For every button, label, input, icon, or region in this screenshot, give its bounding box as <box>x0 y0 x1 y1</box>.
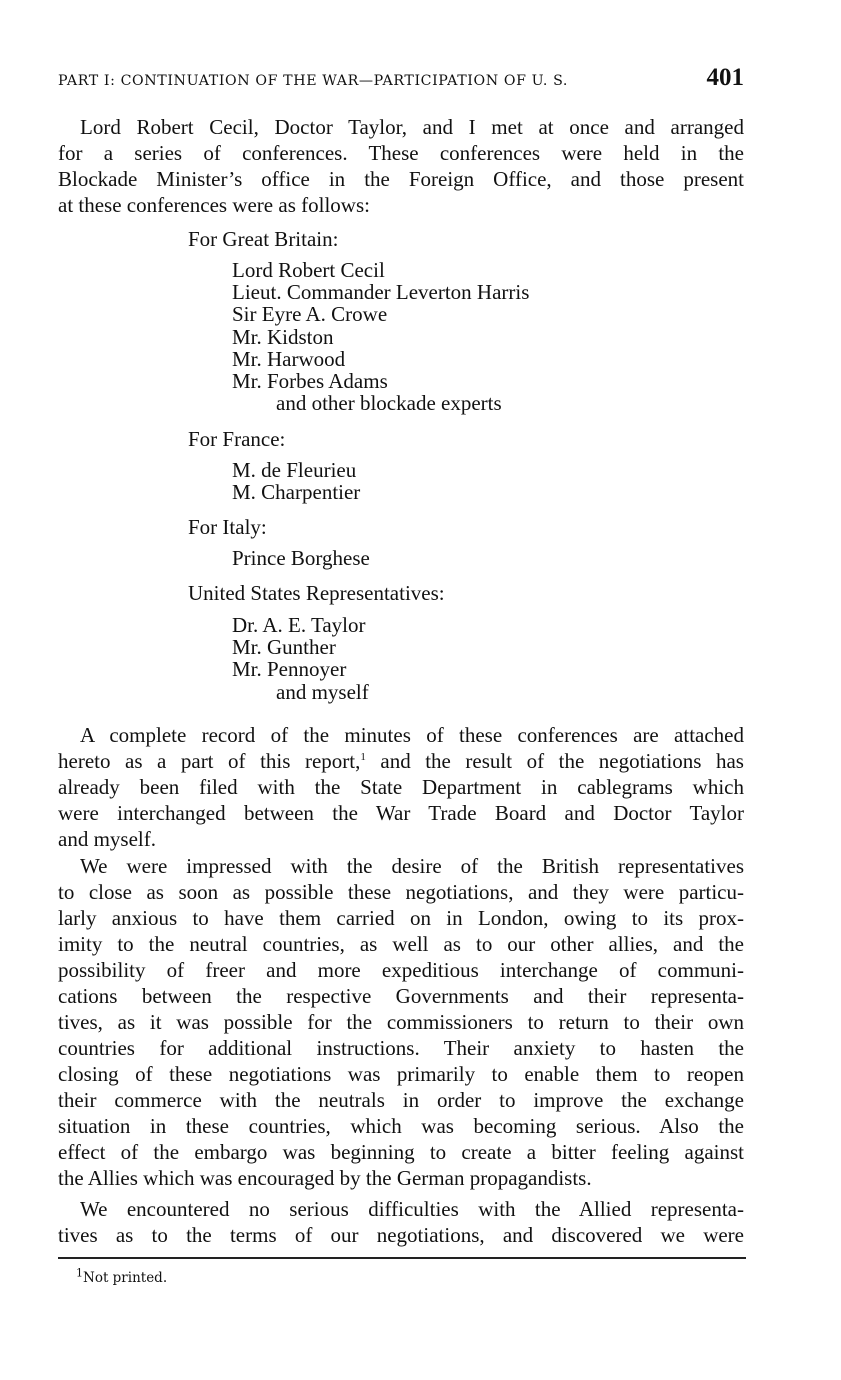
text-line: their commerce with the neutrals in order to improve the exchange <box>58 1088 744 1112</box>
text-line <box>58 748 744 774</box>
list-item: Prince Borghese <box>232 546 370 570</box>
text-line: were interchanged between the War Trade Board and Doctor Taylor <box>58 801 744 825</box>
text-line: and myself. <box>58 827 156 851</box>
list-item: Mr. Gunther <box>232 635 336 660</box>
header-title: PART I: CONTINUATION OF THE WAR—PARTICIPATION OF U. S. <box>58 73 569 89</box>
text-line: larly anxious to have them carried on in London, owing to its prox- <box>58 906 744 930</box>
text-line: A complete record of the minutes of these conferences are attached <box>80 723 744 747</box>
text-line: We encountered no serious difficulties with the Allied representa- <box>80 1197 744 1221</box>
record-paragraph <box>58 722 744 852</box>
text-line: imity to the neutral countries, as well as to our other allies, and the <box>58 932 744 956</box>
list-italy <box>232 547 370 569</box>
list-item: Dr. A. E. Taylor <box>232 613 366 637</box>
text-line: closing of these negotiations was primarily to enable them to reopen <box>58 1062 744 1086</box>
list-item: M. de Fleurieu <box>232 458 357 482</box>
page-number: 401 <box>706 64 744 91</box>
text-line: cations between the respective Governments and their representa- <box>58 984 744 1008</box>
footnote-text: Not printed. <box>83 1270 168 1286</box>
text-line: possibility of freer and more expeditious interchange of communi- <box>58 958 744 982</box>
text-line: tives as to the terms of our negotiations, and discovered we were <box>58 1223 744 1247</box>
text-line: Blockade Minister’s office in the Foreign Office, and those present <box>58 167 744 191</box>
text-line: Lord Robert Cecil, Doctor Taylor, and I met at once and arranged <box>80 115 744 139</box>
text-line: We were impressed with the desire of the British representatives <box>80 854 744 878</box>
heading-great-britain: For Great Britain: <box>188 227 339 251</box>
text-fragment: and the result of the negotiations has <box>365 749 744 773</box>
heading-italy: For Italy: <box>188 515 267 539</box>
footnote-reference: 1 <box>360 751 366 763</box>
list-item: Mr. Kidston <box>232 324 334 349</box>
text-line: situation in these countries, which was becoming serious. Also the <box>58 1114 744 1138</box>
text-line: for a series of conferences. These conferences were held in the <box>58 141 744 165</box>
running-header <box>58 64 744 92</box>
list-great-britain <box>232 259 529 414</box>
footnote-marker: 1 <box>76 1266 83 1280</box>
list-item: Mr. Harwood <box>232 346 346 371</box>
footnote <box>76 1266 168 1286</box>
list-item-note: and myself <box>276 679 369 704</box>
heading-united-states: United States Representatives: <box>188 581 445 605</box>
text-fragment: hereto as a part of this report, <box>58 749 361 773</box>
impressed-paragraph <box>58 853 744 1191</box>
text-line: to close as soon as possible these negotiations, and they were particu- <box>58 880 744 904</box>
footnote-divider <box>58 1257 746 1259</box>
list-item: Lord Robert Cecil <box>232 258 385 282</box>
list-item-note: and other blockade experts <box>276 391 502 416</box>
list-united-states <box>232 614 369 703</box>
list-item: Sir Eyre A. Crowe <box>232 302 388 327</box>
list-item: M. Charpentier <box>232 480 361 505</box>
list-item: Lieut. Commander Leverton Harris <box>232 280 530 305</box>
list-france <box>232 459 360 503</box>
intro-paragraph <box>58 114 744 218</box>
text-line: countries for additional instructions. Their anxiety to hasten the <box>58 1036 744 1060</box>
text-line: at these conferences were as follows: <box>58 193 370 217</box>
list-item: Mr. Forbes Adams <box>232 369 388 394</box>
text-line: tives, as it was possible for the commissioners to return to their own <box>58 1010 744 1034</box>
heading-france: For France: <box>188 427 286 451</box>
text-line: the Allies which was encouraged by the German propagandists. <box>58 1166 592 1190</box>
list-item: Mr. Pennoyer <box>232 657 347 682</box>
encountered-paragraph <box>58 1196 744 1248</box>
text-line: already been filed with the State Department in cablegrams which <box>58 775 744 799</box>
text-line: effect of the embargo was beginning to create a bitter feeling against <box>58 1140 744 1164</box>
